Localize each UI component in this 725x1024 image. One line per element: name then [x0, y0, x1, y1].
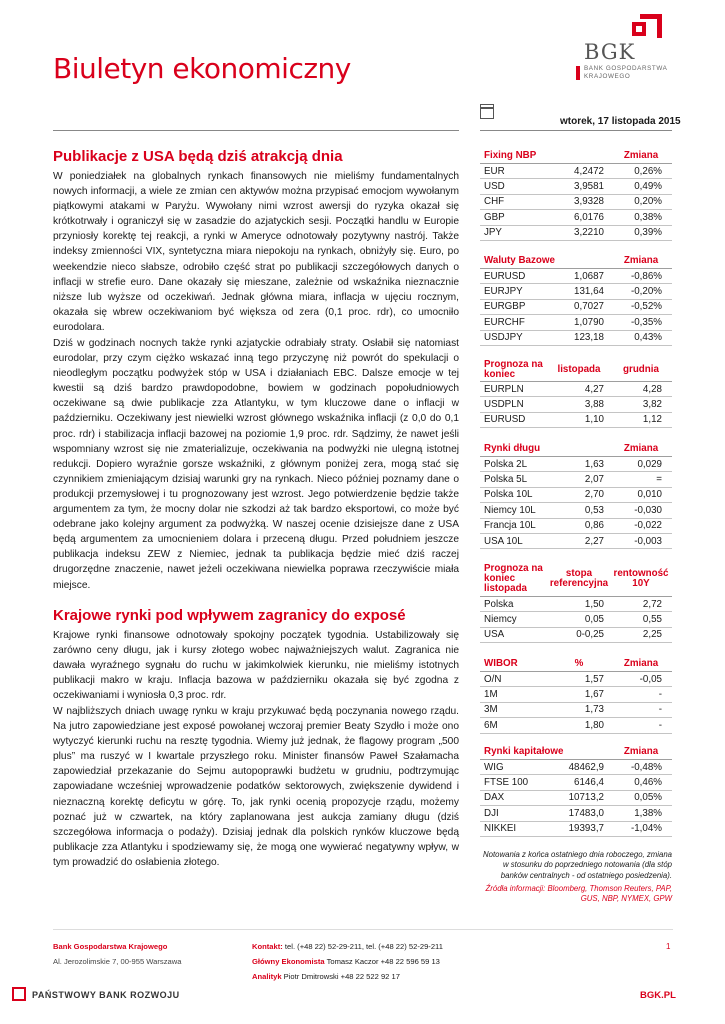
table-row: Polska 10L 2,70 0,010 — [480, 488, 672, 503]
table-row: EURPLN 4,27 4,28 — [480, 382, 672, 397]
table-row: USA 0-0,25 2,25 — [480, 628, 672, 643]
divider — [480, 130, 672, 131]
logo-inner-square-icon — [632, 22, 646, 36]
footer-contact: Kontakt: tel. (+48 22) 52-29-211, tel. (+48 22) 52-29-211 — [252, 942, 443, 951]
table-row: CHF 3,9328 0,20% — [480, 195, 672, 210]
bgk-logo — [584, 14, 674, 84]
article1-heading: Publikacje z USA będą dziś atrakcją dnia — [53, 148, 343, 165]
footer-economist: Główny Ekonomista Tomasz Kaczor +48 22 596 59 13 — [252, 957, 440, 966]
table-row: GBP 6,0176 0,38% — [480, 210, 672, 225]
table-row: EUR 4,2472 0,26% — [480, 164, 672, 179]
table-prognoza-kursow: Prognoza na koniec listopada grudnia EURPLN 4,27 4,28 USDPLN 3,88 3,82 EURUSD 1,10 1,12 — [480, 358, 672, 428]
article2-heading: Krajowe rynki pod wpływem zagranicy do exposé — [53, 607, 406, 624]
table-row: 1M 1,67 - — [480, 687, 672, 702]
page-number: 1 — [666, 942, 671, 951]
table-row: JPY 3,2210 0,39% — [480, 226, 672, 241]
table-row: 6M 1,80 - — [480, 718, 672, 733]
table-prognoza-stop: Prognoza na koniec listopada stopa referencyjna rentowność 10Y Polska 1,50 2,72 Niemcy 0,05 0,55 USA 0-0,25 2,25 — [480, 562, 672, 643]
sources-text: Źródła informacji: Bloomberg, Thomson Reuters, PAP, GUS, NBP, NYMEX, GPW — [485, 884, 672, 904]
article2-paragraph-2: W najbliższych dniach uwagę rynku w kraju przykuwać będą poczynania nowego rządu. Na jutro zapowiedziane jest exposé powołanej wczoraj premier Beaty Szydło i może ono wytyczyć kierunki ruchu na resztę tygodnia. Wiemy już jednak, że flagowy program „500 plus” ma ruszyć w I kwartale przyszłego roku. Minister finansów Paweł Szałamacha zapowiedział przekazanie do Sejmu autopoprawki budżetu w grudniu, podtrzymując zapowiadane wcześniej wprowadzenie podatków sektorowych, zwiększenie dywidend i nieznaczną korektę deficytu w górę. To, jak rynki ocenią propozycje rządu, możemy poznać już w czwartek, na który zaplanowana jest aukcja zamiany długu (dziś szczegółowa informacja o podaży). Dzisiaj jednak dla polskich rynków kluczowe będą publikacje zza Atlantyku i spodziewamy się, że mogą one wywierać negatywny wpływ, w tym prowadzić do osłabienia złotego. — [53, 706, 459, 868]
table-row: WIG 48462,9 -0,48% — [480, 760, 672, 775]
pbr-logo-icon — [12, 987, 26, 1006]
table-row: NIKKEI 19393,7 -1,04% — [480, 822, 672, 837]
table-row: USDJPY 123,18 0,43% — [480, 331, 672, 346]
table-rynki-kapitalowe: Rynki kapitałowe Zmiana WIG 48462,9 -0,48% FTSE 100 6146,4 0,46% DAX 10713,2 0,05% DJI 17483,0 1,38% NIKKEI 19393,7 -1,04% — [480, 744, 672, 837]
table-row: EURGBP 0,7027 -0,52% — [480, 300, 672, 315]
table-row: Niemcy 0,05 0,55 — [480, 612, 672, 627]
table-row: EURUSD 1,0687 -0,86% — [480, 269, 672, 284]
table-row: DAX 10713,2 0,05% — [480, 791, 672, 806]
table-row: Niemcy 10L 0,53 -0,030 — [480, 503, 672, 518]
table-row: Polska 1,50 2,72 — [480, 597, 672, 612]
article2-paragraph-1: Krajowe rynki finansowe odnotowały spokojny początek tygodnia. Ustabilizowały się zarówno ceny długu, jak i kursy złotego wobec najważniejszych walut. Zagranica nie dawała wyraźnego sygnału do ruchu w jakimkolwiek kierunku, nie mieliśmy istotnych publikacji makro w kraju. Inflacja bazowa w październiku okazała się być zgodna z oczekiwaniami i wyniosła 0,3 proc. rdr. — [53, 630, 459, 702]
footer-bank-name: Bank Gospodarstwa Krajowego — [53, 942, 168, 951]
table-row: EURUSD 1,10 1,12 — [480, 413, 672, 428]
calendar-icon — [480, 104, 494, 119]
table-row: 3M 1,73 - — [480, 703, 672, 718]
table-row: USA 10L 2,27 -0,003 — [480, 534, 672, 549]
table-row: Polska 2L 1,63 0,029 — [480, 457, 672, 472]
table-row: Polska 5L 2,07 = — [480, 472, 672, 487]
table-wibor: WIBOR % Zmiana O/N 1,57 -0,05 1M 1,67 - 3M 1,73 - 6M 1,80 - — [480, 656, 672, 734]
table-rynki-dlugu: Rynki długu Zmiana Polska 2L 1,63 0,029 Polska 5L 2,07 = Polska 10L 2,70 0,010 Niemcy 10L 0,53 -0,030 Francja 10L 0,86 -0,022 USA 10L 2,27 -0,003 — [480, 441, 672, 549]
footer-divider — [53, 929, 673, 930]
article1-paragraph-1: W poniedziałek na globalnych rynkach finansowych nie mieliśmy fundamentalnych nowych informacji, a wiele ze zmian cen aktywów można przypisać emocjom wywołanym piątkowymi atakami w Paryżu. Wywołany nimi wzrost awersji do ryzyka okazał się krótkotrwały i ograniczył się w zasadzie do azjatyckich sesji. Początki handlu w Europie przyniosły korektę tej reakcji, a rynki w Ameryce odnotowały pozytywny nastrój. Także indeksy zmienności VIX, syntetyczna miara niepokoju na rynkach, obniżyły się. Euro, po weekendzie nieco słabsze, odrobiło część strat po publikacji szczegółowych danych o inflacji w strefie euro. Dane okazały się mieszane, zależnie od wskaźnika nieznacznie niższe lub wyższe od oczekiwań. Jednak główna miara, inflacja w ujęciu rocznym, okazała się wbrew oczekiwaniom być większa od zera (0,1 proc. rdr), co umocniło eurodolara. — [53, 171, 459, 333]
logo-subtitle: BANK GOSPODARSTWA KRAJOWEGO — [584, 65, 668, 80]
footer-address: Al. Jerozolimskie 7, 00-955 Warszawa — [53, 957, 182, 966]
pbr-label: PAŃSTWOWY BANK ROZWOJU — [32, 990, 180, 1000]
article1-paragraph-2: Dziś w godzinach nocnych także rynki azjatyckie odrabiały straty. Osłabił się natomiast eurodolar, przy czym ciężko wskazać inną tego przyczynę niż powrót do spekulacji o nieodległym początku podwyżek stóp w USA i działaniach EBC. Dalsze emocje w tej kwestii są dziś bardzo prawdopodobne, bowiem w godzinach popołudniowych oczekiwane są dwie publikacje zza Atlantyku, w tym kluczowe dane o inflacji w październiku. Oczekiwany jest niewielki wzrost głównego wskaźnika inflacji (z 0,0 do 0,1 proc. rdr) i stabilizacja inflacji bazowej na poziomie 1,9 proc. rdr. Sądzimy, że nawet jeśli wspomniany wzrost się nie zmaterializuje, oczekiwania na podwyżki nie ulegną istotnej redukcji. Dopiero wyraźnie gorsze wskaźniki, z głównym poniżej zera, mogą stać się czynnikiem zmieniającym dzisiaj warunki gry na rynkach. Nieco później poznamy dane o produkcji przemysłowej i tu prognozowany jest wzrost. Jego potwierdzenie będzie także argumentem za tym, że mocny dolar nie szkodzi aż tak bardzo eksportowi, co może być odebrane jako kolejny argument za podwyżką. W naszej ocenie dzisiejsze dane z USA będą argumentem za umocnieniem dolara i przeceną długu. Przed południem jeszcze publikacja indeksu ZEW z Niemiec, jednak ta publikacja będzie mieć dziś raczej drugorzędne znaczenie, nawet jeżeli oczekiwana niewielka poprawa rzeczywiście miała miejsce. — [53, 338, 459, 591]
issue-date: wtorek, 17 listopada 2015 — [560, 116, 681, 127]
table-row: EURJPY 131,64 -0,20% — [480, 284, 672, 299]
table-row: Francja 10L 0,86 -0,022 — [480, 519, 672, 534]
table-row: DJI 17483,0 1,38% — [480, 806, 672, 821]
site-link[interactable]: BGK.PL — [640, 990, 676, 1001]
page-title: Biuletyn ekonomiczny — [53, 52, 351, 85]
footer-analyst: Analityk Piotr Dmitrowski +48 22 522 92 17 — [252, 972, 400, 981]
table-waluty-bazowe: Waluty Bazowe Zmiana EURUSD 1,0687 -0,86% EURJPY 131,64 -0,20% EURGBP 0,7027 -0,52% EURCHF 1,0790 -0,35% USDJPY 123,18 0,43% — [480, 253, 672, 346]
logo-text: BGK — [584, 40, 636, 64]
notes-text: Notowania z końca ostatniego dnia roboczego, zmiana w stosunku do poprzedniego notowania (dla stóp banków centralnych - od ostatniego posiedzenia). — [483, 850, 672, 880]
divider — [53, 130, 459, 131]
table-row: USD 3,9581 0,49% — [480, 179, 672, 194]
table-row: USDPLN 3,88 3,82 — [480, 397, 672, 412]
table-row: EURCHF 1,0790 -0,35% — [480, 315, 672, 330]
table-row: FTSE 100 6146,4 0,46% — [480, 775, 672, 790]
table-fixing-nbp: Fixing NBP Zmiana EUR 4,2472 0,26% USD 3,9581 0,49% CHF 3,9328 0,20% GBP 6,0176 0,38% JPY 3,2210 0,39% — [480, 148, 672, 241]
table-row: O/N 1,57 -0,05 — [480, 672, 672, 687]
